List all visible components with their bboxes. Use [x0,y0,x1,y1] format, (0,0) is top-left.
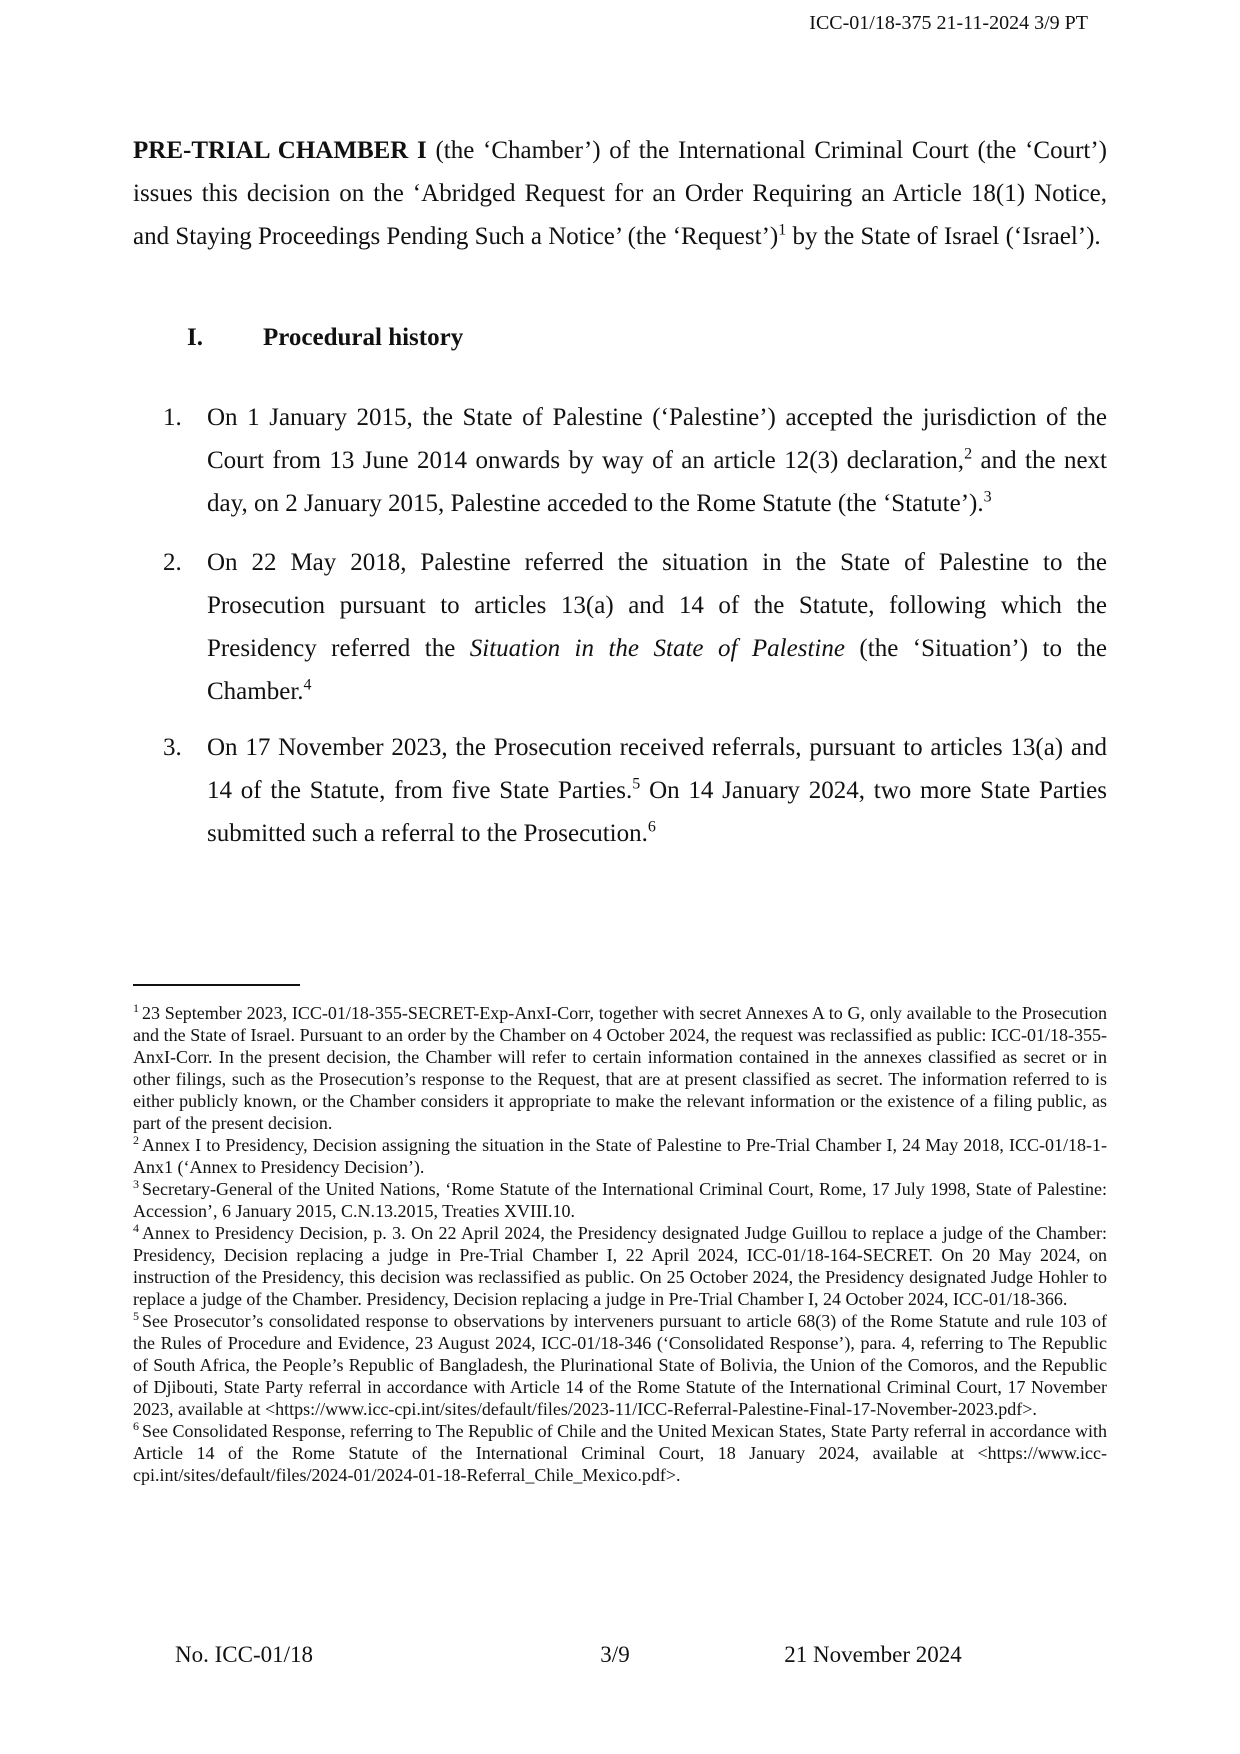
footnote-number: 4 [133,1221,139,1235]
paragraph-text: On 14 January 2024, two more State Parties submitted such a referral to the Prosecution. [207,777,1107,847]
filing-stamp: ICC-01/18-375 21-11-2024 3/9 PT [809,12,1088,34]
paragraph-text: and the next day, on 2 January 2015, Palestine acceded to the Rome Statute (the ‘Statute’). [207,447,1107,517]
footer-page-number: 3/9 [600,1642,630,1667]
footer-date: 21 November 2024 [784,1642,962,1667]
page-footer [0,1642,1240,1682]
footnote-1 [133,1002,1107,1134]
footnote-6 [133,1420,1107,1486]
footnotes-section [133,984,1107,1486]
footnote-text: Secretary-General of the United Nations, ‘Rome Statute of the International Criminal Court, Rome, 17 July 1998, State of Palestine: Accession’, 6 January 2015, C.N.13.2015, Treaties XVIII.10. [133,1179,1107,1221]
footnote-5 [133,1310,1107,1420]
intro-paragraph [133,129,1107,258]
section-numeral: I. [187,324,203,351]
footnote-ref-3: 3 [983,488,992,506]
footnote-text: See Prosecutor’s consolidated response to observations by interveners pursuant to article 68(3) of the Rome Statute and rule 103 of the Rules of Procedure and Evidence, 23 August 2024, ICC-01/18-346 (‘Consolidated Response’), para. 4, referring to The Republic of South Africa, the People’s Republic of Bangladesh, the Plurinational State of Bolivia, the Union of the Comoros, and the Republic of Djibouti, State Party referral in accordance with Article 14 of the Rome Statute of the International Criminal Court, 17 November 2023, available at <https://www.icc-cpi.int/sites/default/files/2023-11/ICC-Referral-Palestine-Final-17-November-2023.pdf>. [133,1311,1107,1419]
footnote-ref-6: 6 [647,818,656,836]
footnote-number: 1 [133,1001,139,1015]
footnote-ref-4: 4 [303,676,312,694]
paragraph-text: On 22 May 2018, Palestine referred the situation in the State of Palestine to the Prosecution pursuant to articles 13(a) and 14 of the Statute, following which the Presidency referred the [207,549,1107,662]
footnote-number: 5 [133,1309,139,1323]
paragraph-number: 3. [163,734,182,761]
footnote-2 [133,1134,1107,1178]
numbered-paragraph-3 [133,726,1107,855]
footnote-3 [133,1178,1107,1222]
footnote-text: Annex I to Presidency, Decision assigning the situation in the State of Palestine to Pre-Trial Chamber I, 24 May 2018, ICC-01/18-1-Anx1 (‘Annex to Presidency Decision’). [133,1135,1107,1177]
footnote-text: See Consolidated Response, referring to The Republic of Chile and the United Mexican States, State Party referral in accordance with Article 14 of the Rome Statute of the International Criminal Court, 18 January 2024, available at <https://www.icc-cpi.int/sites/default/files/2024-01/2024-01-18-Referral_Chile_Mexico.pdf>. [133,1421,1107,1485]
document-body [133,129,1107,855]
case-name-italic: Situation in the State of Palestine [469,635,845,662]
numbered-paragraph-2 [133,541,1107,713]
footnote-number: 6 [133,1419,139,1433]
footnote-ref-5: 5 [632,775,641,793]
footnote-text: Annex to Presidency Decision, p. 3. On 22 April 2024, the Presidency designated Judge Guillou to replace a judge of the Chamber: Presidency, Decision replacing a judge in Pre-Trial Chamber I, 22 April 2024, ICC-01/18-164-SECRET. On 20 May 2024, on instruction of the Presidency, this decision was reclassified as public. On 25 October 2024, the Presidency designated Judge Hohler to replace a judge of the Chamber. Presidency, Decision replacing a judge in Pre-Trial Chamber I, 24 October 2024, ICC-01/18-366. [133,1223,1107,1309]
footnote-ref-2: 2 [964,445,973,463]
section-heading-procedural-history [133,316,1107,359]
intro-text-tail: by the State of Israel (‘Israel’). [786,223,1101,250]
paragraph-text: On 1 January 2015, the State of Palestine (‘Palestine’) accepted the jurisdiction of the Court from 13 June 2014 onwards by way of an article 12(3) declaration, [207,404,1107,474]
paragraph-number: 2. [163,549,182,576]
section-title: Procedural history [263,324,464,351]
paragraph-text: On 17 November 2023, the Prosecution received referrals, pursuant to articles 13(a) and 14 of the Statute, from five State Parties. [207,734,1107,804]
paragraph-number: 1. [163,404,182,431]
footnote-text: 23 September 2023, ICC-01/18-355-SECRET-Exp-AnxI-Corr, together with secret Annexes A to G, only available to the Prosecution and the State of Israel. Pursuant to an order by the Chamber on 4 October 2024, the request was reclassified as public: ICC-01/18-355-AnxI-Corr. In the present decision, the Chamber will refer to certain information contained in the annexes classified as secret or in other filings, such as the Prosecution’s response to the Request, that are at present classified as secret. The information referred to is either publicly known, or the Chamber considers it appropriate to make the relevant information or the existence of a filing public, as part of the present decision. [133,1003,1107,1133]
footnote-ref-1: 1 [778,221,787,239]
footnote-separator-line [133,984,300,986]
numbered-paragraph-1 [133,396,1107,525]
footnote-4 [133,1222,1107,1310]
footnote-number: 2 [133,1133,139,1147]
paragraph-text: (the ‘Situation’) to the Chamber. [207,635,1107,705]
intro-text: (the ‘Chamber’) of the International Criminal Court (the ‘Court’) issues this decision on the ‘Abridged Request for an Order Requiring an Article 18(1) Notice, and Staying Proceedings Pending Such a Notice’ (the ‘Request’) [133,137,1107,250]
chamber-name: PRE-TRIAL CHAMBER I [133,137,427,164]
footer-case-number: No. ICC-01/18 [175,1642,313,1667]
footnote-number: 3 [133,1177,139,1191]
